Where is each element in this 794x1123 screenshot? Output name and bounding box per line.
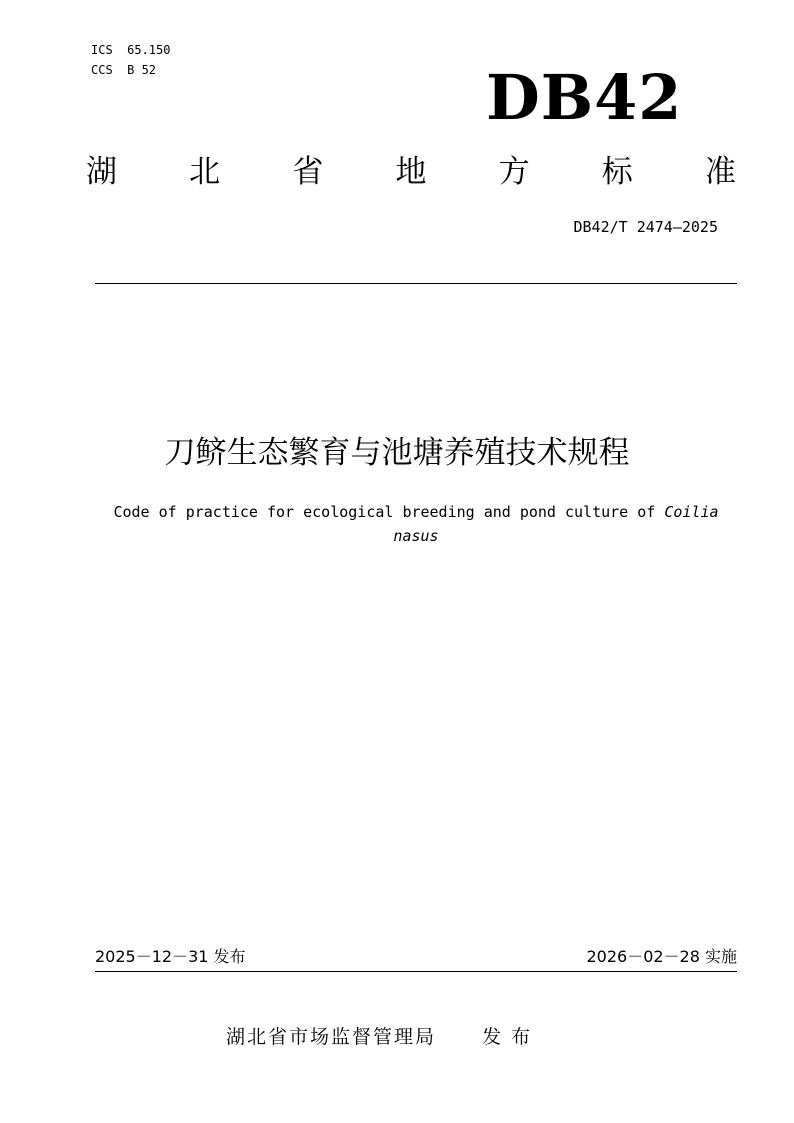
standard-type-char: 准 [704, 154, 736, 190]
standard-type-title [86, 148, 736, 196]
document-title-chinese: 刀鲚生态繁育与池塘养殖技术规程 [164, 435, 630, 471]
header-divider [95, 283, 737, 284]
standard-type-char: 北 [189, 154, 221, 190]
standard-code-logo: DB42 [486, 61, 683, 134]
implementation-date: 2026－02－28 实施 [586, 947, 737, 966]
ccs-code: CCS B 52 [91, 63, 157, 77]
standard-number: DB42/T 2474—2025 [573, 218, 718, 236]
issuer-line [226, 1022, 540, 1052]
issuing-authority: 湖北省市场监督管理局 [226, 1026, 437, 1048]
document-title-english [95, 500, 737, 548]
classification-codes [91, 40, 170, 80]
footer-divider [95, 971, 737, 972]
standard-type-char: 方 [498, 154, 530, 190]
standard-type-char: 标 [601, 154, 633, 190]
issue-date: 2025－12－31 发布 [95, 947, 246, 966]
ics-code: ICS 65.150 [91, 43, 171, 57]
english-title-text: Code of practice for ecological breeding and pond culture of [113, 503, 665, 521]
standard-type-char: 湖 [86, 154, 117, 190]
species-name: Coilia nasus [393, 503, 719, 545]
standard-type-char: 地 [395, 154, 427, 190]
standard-type-char: 省 [292, 154, 324, 190]
issue-label: 发布 [482, 1026, 541, 1048]
